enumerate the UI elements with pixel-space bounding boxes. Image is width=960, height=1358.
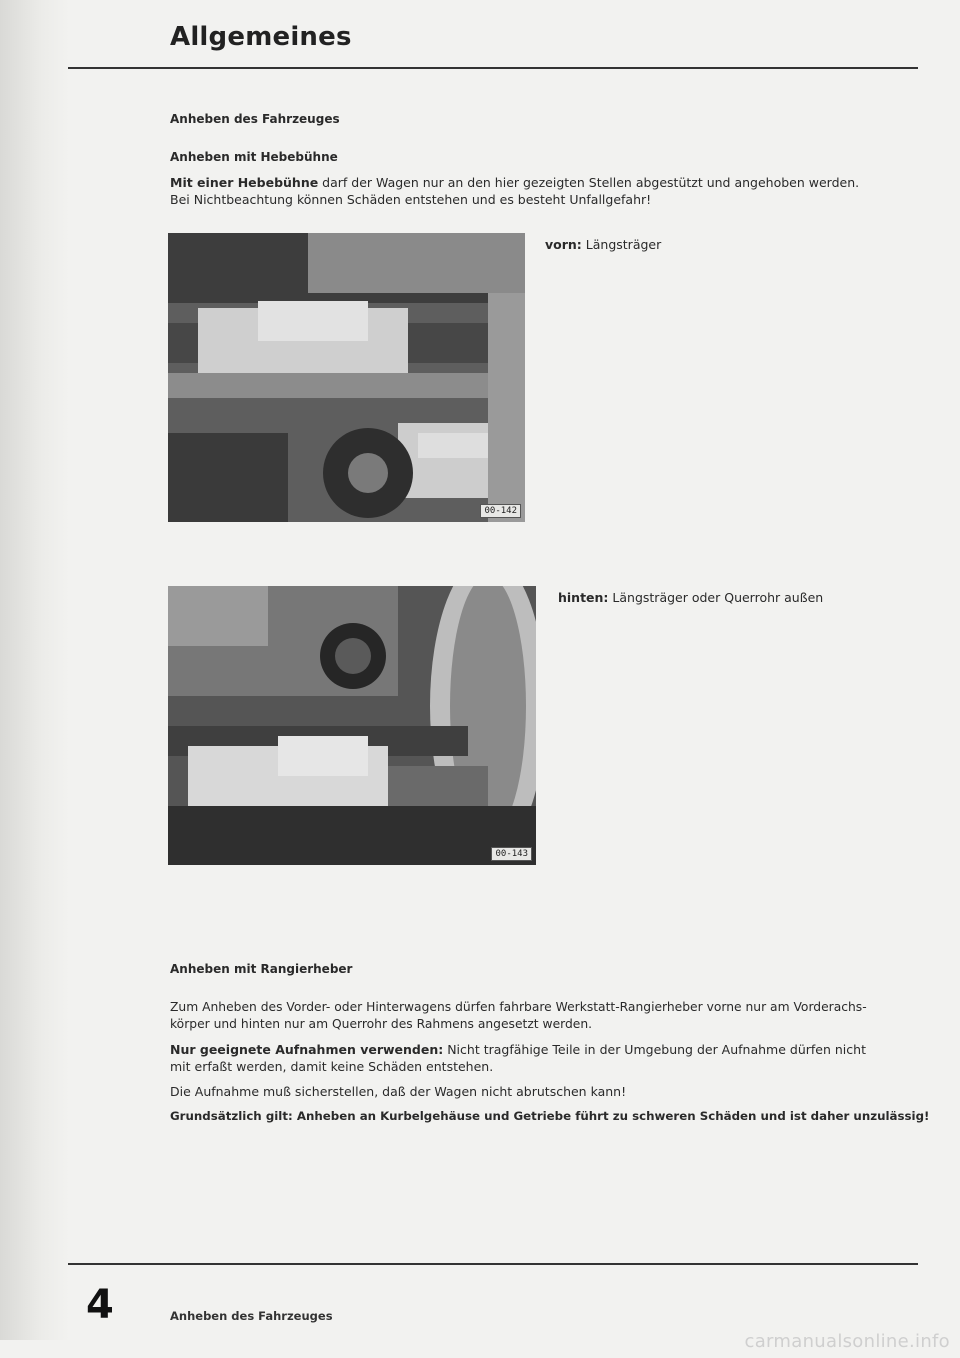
lift-paragraph-bold: Mit einer Hebebühne — [170, 175, 319, 190]
subheading-jack: Anheben mit Rangierheber — [170, 962, 353, 976]
jack-paragraph-line2: körper und hinten nur am Querrohr des Rahmens angesetzt werden. — [170, 1017, 593, 1031]
rear-label: hinten: — [558, 590, 609, 605]
subheading-lift: Anheben mit Hebebühne — [170, 150, 338, 164]
jack-paragraph-line1: Zum Anheben des Vorder- oder Hinterwagens dürfen fahrbare Werkstatt-Rangierheber vorne nur am Vorderachs- — [170, 1000, 867, 1014]
section-heading: Anheben des Fahrzeuges — [170, 112, 340, 126]
secure-line: Die Aufnahme muß sicherstellen, daß der Wagen nicht abrutschen kann! — [170, 1084, 627, 1099]
principle-line — [170, 1108, 929, 1125]
rear-photo-graphic — [168, 586, 536, 865]
mounts-line2: mit erfaßt werden, damit keine Schäden entstehen. — [170, 1059, 494, 1074]
watermark-text: carmanualsonline.info — [744, 1331, 950, 1352]
rear-caption — [558, 589, 823, 606]
front-caption — [545, 236, 661, 253]
lift-paragraph-line2: Bei Nichtbeachtung können Schäden entstehen und es besteht Unfallgefahr! — [170, 192, 652, 207]
mounts-line1 — [170, 1041, 866, 1058]
front-lift-point-photo — [168, 233, 525, 522]
front-text: Längsträger — [581, 237, 662, 252]
mounts-rest: Nicht tragfähige Teile in der Umgebung der Aufnahme dürfen nicht — [443, 1042, 866, 1057]
image2-code: 00-143 — [491, 847, 532, 861]
scan-edge-shading — [0, 0, 70, 1340]
rear-lift-point-photo — [168, 586, 536, 865]
lift-paragraph-line1 — [170, 174, 859, 191]
lift-paragraph-rest: darf der Wagen nur an den hier gezeigten Stellen abgestützt und angehoben werden. — [318, 175, 860, 190]
page-title: Allgemeines — [170, 22, 352, 52]
front-photo-graphic — [168, 233, 525, 522]
rear-text: Längsträger oder Querrohr außen — [608, 590, 824, 605]
image1-code: 00-142 — [480, 504, 521, 518]
page-number: 4 — [86, 1282, 114, 1328]
front-label: vorn: — [545, 237, 582, 252]
principle-bold: Grundsätzlich gilt: — [170, 1109, 293, 1123]
footer-title: Anheben des Fahrzeuges — [170, 1309, 333, 1323]
mounts-bold: Nur geeignete Aufnahmen verwenden: — [170, 1042, 444, 1057]
header-rule — [68, 67, 918, 69]
footer-rule — [68, 1263, 918, 1265]
principle-rest: Anheben an Kurbelgehäuse und Getriebe führt zu schweren Schäden und ist daher unzulässig! — [292, 1109, 930, 1123]
